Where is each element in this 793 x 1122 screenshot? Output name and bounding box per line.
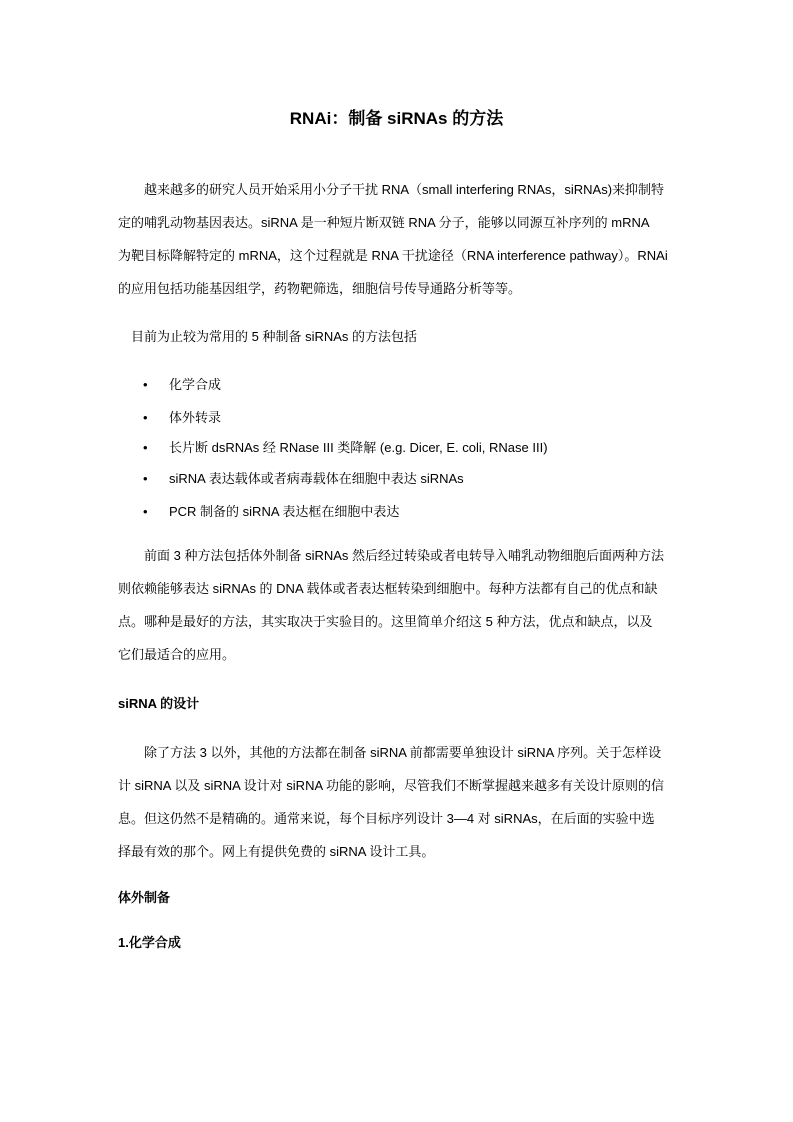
- list-item-text: 化学合成: [169, 377, 222, 392]
- text-line: 计 siRNA 以及 siRNA 设计对 siRNA 功能的影响，尽管我们不断掌握越来越多有关设计原则的信: [118, 778, 665, 793]
- text-line: 前面 3 种方法包括体外制备 siRNAs 然后经过转染或者电转导入哺乳动物细胞后面两种方法: [118, 548, 665, 563]
- text-line: 的应用包括功能基因组学，药物靶筛选，细胞信号传导通路分析等等。: [118, 281, 522, 296]
- text-line: 为靶目标降解特定的 mRNA，这个过程就是 RNA 干扰途径（RNA interference pathway）。RNAi: [118, 248, 668, 263]
- text-line: 息。但这仍然不是精确的。通常来说，每个目标序列设计 3—4 对 siRNAs，在后面的实验中选: [118, 811, 655, 826]
- document-title: RNAi：制备 siRNAs 的方法: [289, 109, 504, 128]
- list-item-text: 长片断 dsRNAs 经 RNase III 类降解 (e.g. Dicer, E. coli, RNase III): [169, 440, 548, 455]
- section-heading: siRNA 的设计: [118, 696, 200, 711]
- methods-paragraph: [118, 539, 688, 671]
- list-item: [143, 438, 548, 458]
- bullet-icon: •: [143, 377, 148, 392]
- list-item: [143, 502, 399, 522]
- bullet-icon: •: [143, 440, 148, 455]
- text-line: 越来越多的研究人员开始采用小分子干扰 RNA（small interfering RNAs，siRNAs)来抑制特: [118, 182, 665, 197]
- bullet-icon: •: [143, 410, 148, 425]
- list-item-text: PCR 制备的 siRNA 表达框在细胞中表达: [169, 504, 400, 519]
- text-line: 则依赖能够表达 siRNAs 的 DNA 载体或者表达框转染到细胞中。每种方法都有自己的优点和缺: [118, 581, 658, 596]
- list-item: [143, 408, 221, 428]
- text-line: 除了方法 3 以外，其他的方法都在制备 siRNA 前都需要单独设计 siRNA 序列。关于怎样设: [118, 745, 662, 760]
- methods-intro: 目前为止较为常用的 5 种制备 siRNAs 的方法包括: [118, 329, 418, 344]
- text-line: 点。哪种是最好的方法，其实取决于实验目的。这里简单介绍这 5 种方法，优点和缺点，以及: [118, 614, 653, 629]
- intro-paragraph: [118, 173, 688, 305]
- list-item-text: siRNA 表达载体或者病毒载体在细胞中表达 siRNAs: [169, 471, 464, 486]
- list-item: [143, 375, 221, 395]
- text-line: 定的哺乳动物基因表达。siRNA 是一种短片断双链 RNA 分子，能够以同源互补序列的 mRNA: [118, 215, 650, 230]
- text-line: 择最有效的那个。网上有提供免费的 siRNA 设计工具。: [118, 844, 435, 859]
- list-item-text: 体外转录: [169, 410, 222, 425]
- bullet-icon: •: [143, 471, 148, 486]
- list-item: [143, 469, 464, 489]
- text-line: 它们最适合的应用。: [118, 647, 236, 662]
- bullet-icon: •: [143, 504, 148, 519]
- design-paragraph: [118, 736, 688, 868]
- section-heading: 体外制备: [118, 890, 171, 905]
- subsection-heading: 1.化学合成: [118, 935, 181, 950]
